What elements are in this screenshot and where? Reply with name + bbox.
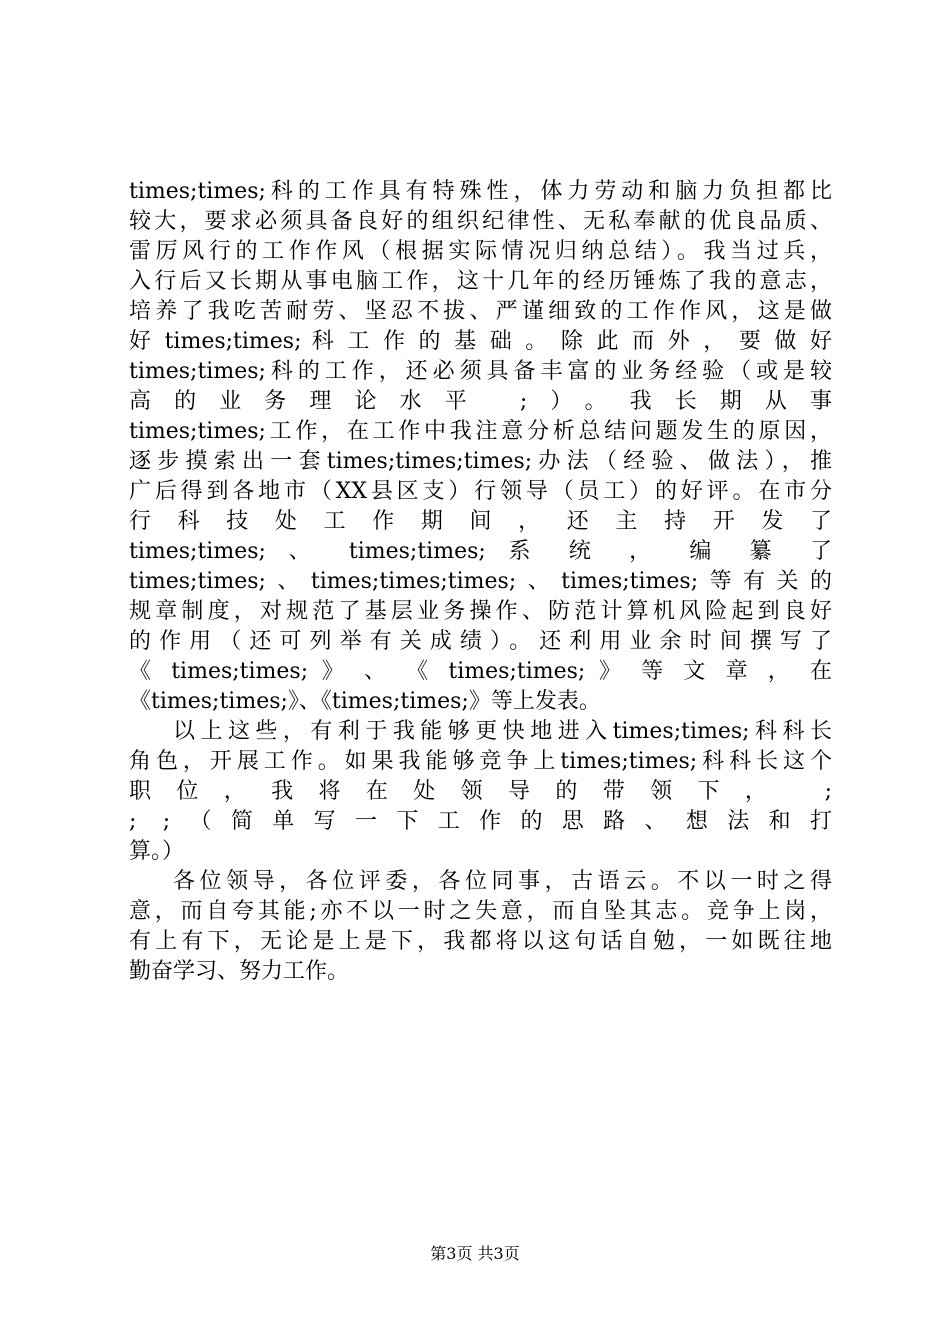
- text-line: 广后得到各地市（XX县区支）行领导（员工）的好评。在市分: [129, 479, 832, 504]
- text-line: ; ;（简单写一下工作的思路、想法和打: [129, 809, 832, 834]
- text-line: 《 times;times; 》 、 《 times;times; 》 等 文 章 ， 在: [129, 659, 832, 684]
- text-line: 各位领导，各位评委，各位同事，古语云。不以一时之得: [173, 869, 832, 894]
- text-line: times;times;科的工作具有特殊性，体力劳动和脑力负担都比: [129, 179, 832, 204]
- text-line: times;times;科的工作，还必须具备丰富的业务经验（或是较: [129, 359, 832, 384]
- text-line: 行 科 技 处 工 作 期 间 ， 还 主 持 开 发 了: [129, 509, 832, 534]
- text-line: 逐步摸索出一套times;times;times;办法（经验、做法），推: [129, 449, 832, 474]
- text-line: 意，而自夸其能;亦不以一时之失意，而自坠其志。竞争上岗，: [129, 899, 832, 924]
- text-line: times;times;工作，在工作中我注意分析总结问题发生的原因，: [129, 419, 832, 444]
- text-line: 角色，开展工作。如果我能够竞争上times;times;科科长这个: [129, 749, 832, 774]
- text-line: 入行后又长期从事电脑工作，这十几年的经历锤炼了我的意志，: [129, 269, 832, 294]
- text-line: 《times;times;》、《times;times;》等上发表。: [129, 689, 601, 714]
- text-line: 有上有下，无论是上是下，我都将以这句话自勉，一如既往地: [129, 929, 832, 954]
- text-line: times;times;、times;times;times;、times;times;等有关的: [129, 569, 832, 594]
- text-line: 雷厉风行的工作作风（根据实际情况归纳总结）。我当过兵，: [129, 239, 832, 264]
- page-footer: 第3页 共3页: [430, 1244, 520, 1263]
- text-line: 高的业务理论水平 ;）。我长期从事: [129, 389, 832, 414]
- document-body: [129, 177, 832, 987]
- text-line: 职位，我将在处领导的带领下， ;: [129, 779, 832, 804]
- text-line: 培养了我吃苦耐劳、坚忍不拔、严谨细致的工作作风，这是做: [129, 299, 832, 324]
- text-line: 较大，要求必须具备良好的组织纪律性、无私奉献的优良品质、: [129, 209, 832, 234]
- text-line: 算。）: [129, 839, 185, 864]
- text-line: times;times; 、 times;times; 系 统 ， 编 纂 了: [129, 539, 832, 564]
- text-line: 规章制度，对规范了基层业务操作、防范计算机风险起到良好: [129, 599, 832, 624]
- text-line: 勤奋学习、努力工作。: [129, 959, 350, 984]
- text-line: 的作用（还可列举有关成绩）。还利用业余时间撰写了: [129, 629, 832, 654]
- text-line: 好 times;times; 科 工 作 的 基 础 。 除 此 而 外 ， 要 做 好: [129, 329, 832, 354]
- text-line: 以上这些，有利于我能够更快地进入times;times;科科长: [173, 719, 832, 744]
